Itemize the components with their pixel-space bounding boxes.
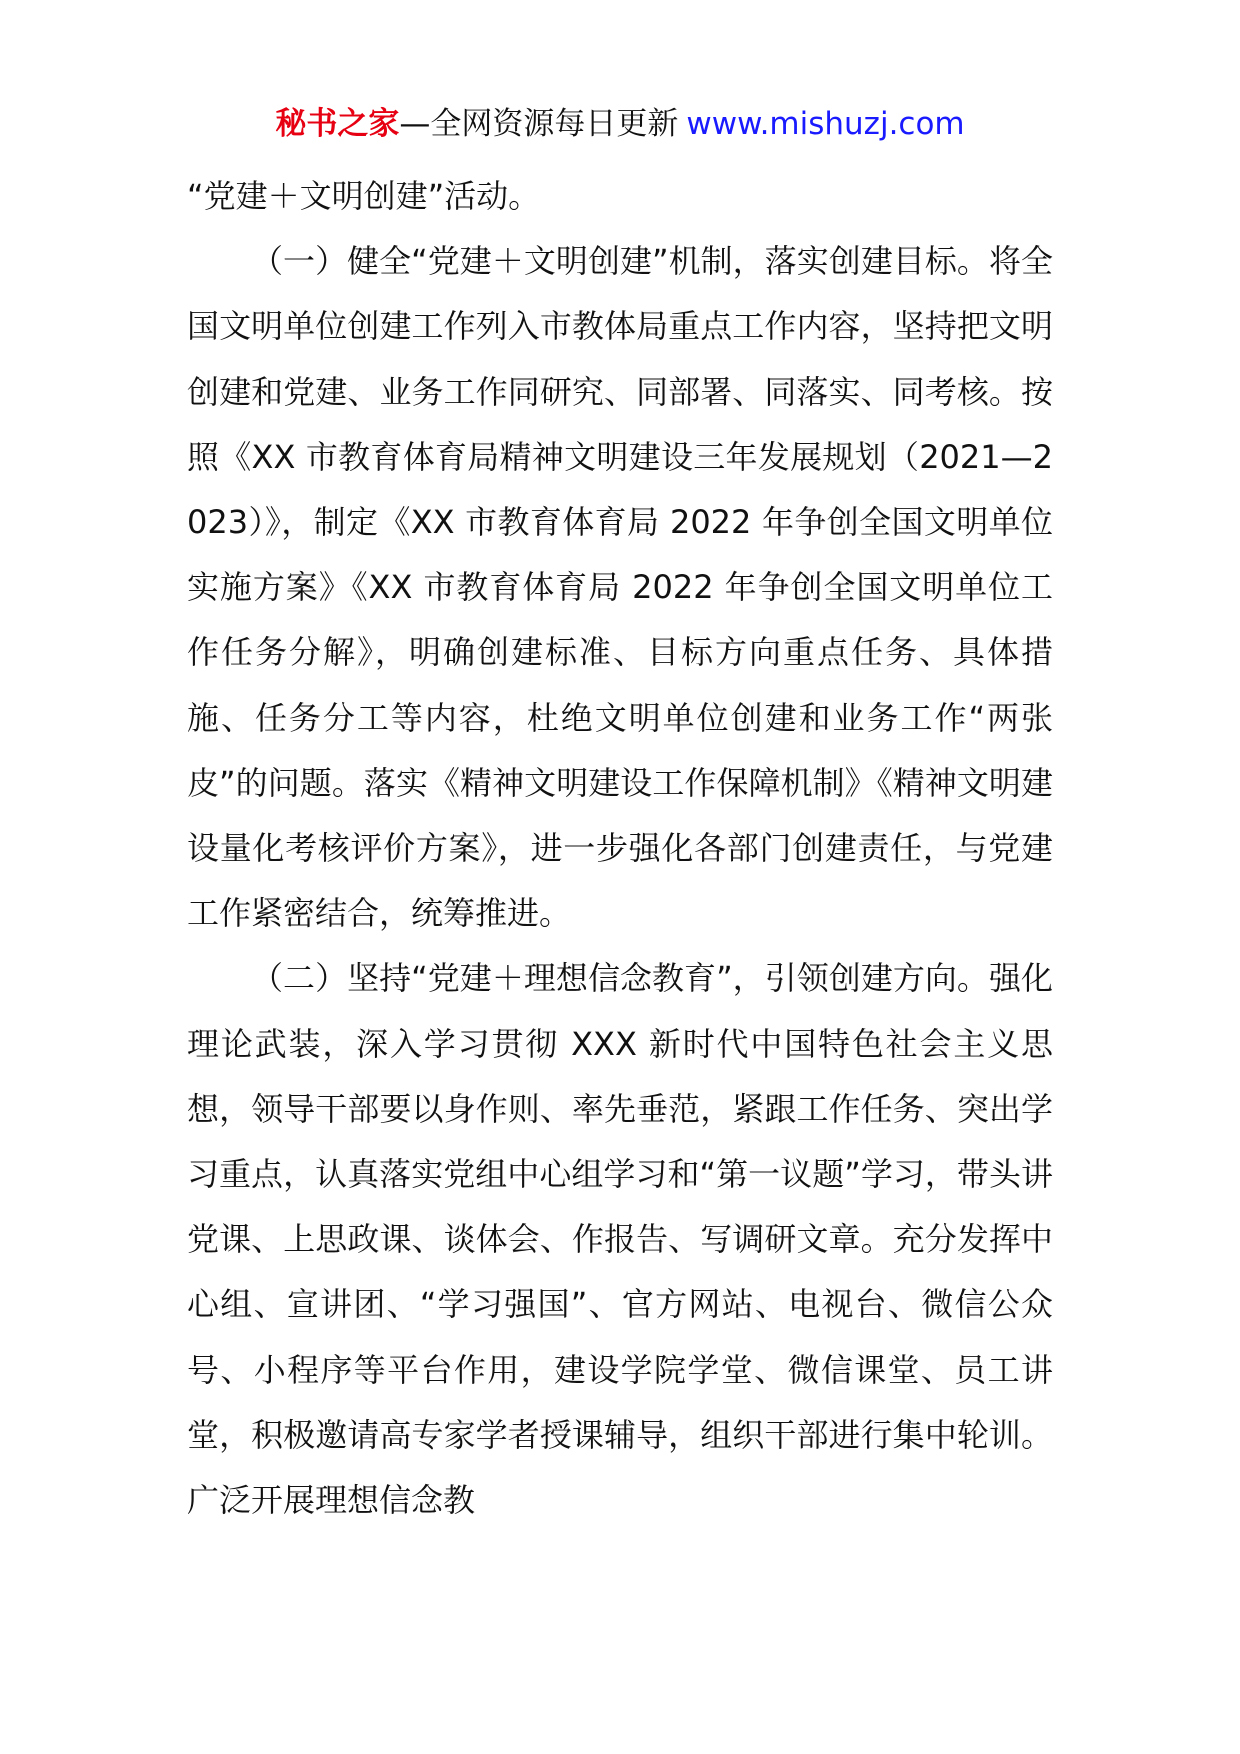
paragraph-section-2: （二）坚持“党建＋理想信念教育”，引领创建方向。强化理论武装，深入学习贯彻 XXX 新时代中国特色社会主义思想，领导干部要以身作则、率先垂范，紧跟工作任务、突出学习重点，认真落实党组中心组学习和“第一议题”学习，带头讲党课、上思政课、谈体会、作报告、写调研文章。充分发挥中心组、宣讲团、“学习强国”、官方网站、电视台、微信公众号、小程序等平台作用，建设学院学堂、微信课堂、员工讲堂，积极邀请高专家学者授课辅导，组织干部进行集中轮训。广泛开展理想信念教 bbox=[187, 959, 1053, 1520]
document-header bbox=[0, 100, 1240, 148]
document-body bbox=[187, 164, 1053, 1533]
header-tagline: —全网资源每日更新 bbox=[399, 106, 679, 142]
paragraph-section-1: （一）健全“党建＋文明创建”机制，落实创建目标。将全国文明单位创建工作列入市教体局重点工作内容，坚持把文明创建和党建、业务工作同研究、同部署、同落实、同考核。按照《XX 市教育体育局精神文明建设三年发展规划（2021—2023）》，制定《XX 市教育体育局 2022 年争创全国文明单位实施方案》《XX 市教育体育局 2022 年争创全国文明单位工作任务分解》，明确创建标准、目标方向重点任务、具体措施、任务分工等内容，杜绝文明单位创建和业务工作“两张皮”的问题。落实《精神文明建设工作保障机制》《精神文明建设量化考核评价方案》，进一步强化各部门创建责任，与党建工作紧密结合，统筹推进。 bbox=[187, 242, 1053, 933]
header-url[interactable]: www.mishuzj.com bbox=[686, 106, 965, 142]
brand-name: 秘书之家 bbox=[275, 106, 400, 142]
paragraph-continuation: “党建＋文明创建”活动。 bbox=[187, 177, 541, 215]
